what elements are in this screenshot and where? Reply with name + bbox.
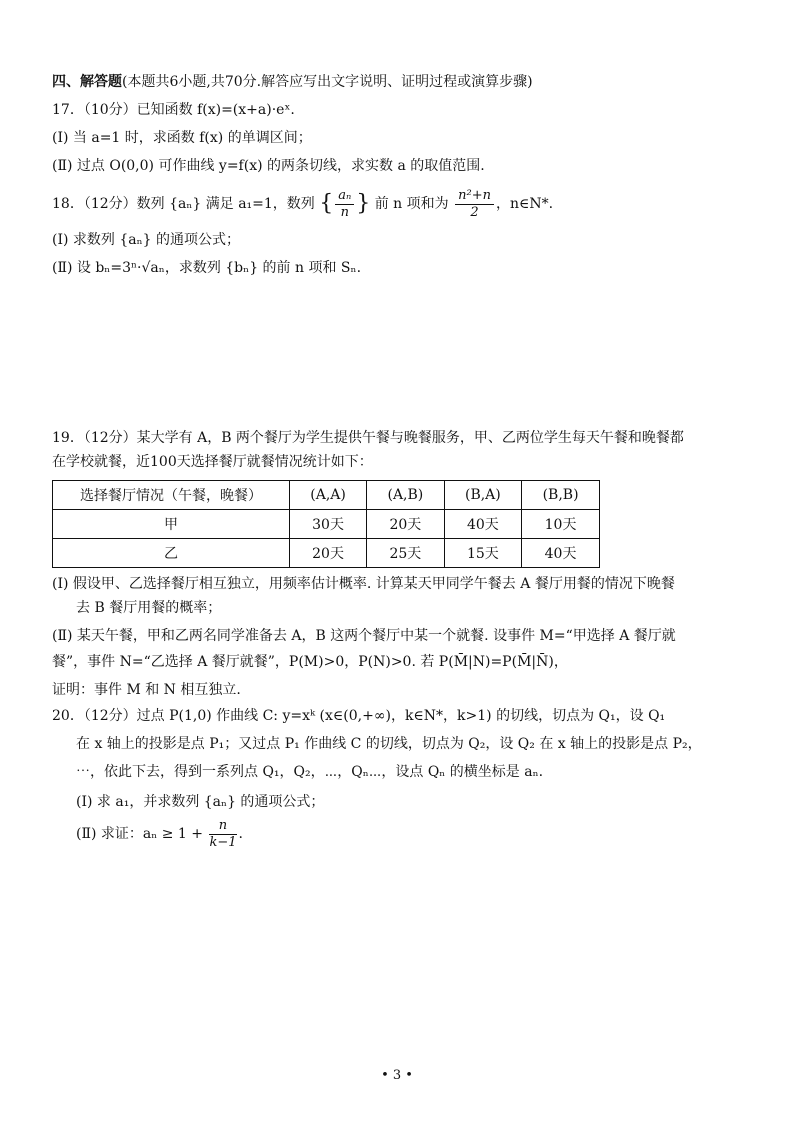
q18-fraction-an-over-n [335, 188, 354, 221]
table-row [53, 510, 600, 539]
section-title: 四、解答题 [52, 74, 122, 90]
frac-numerator: n²+n [455, 188, 494, 205]
table-cell: 30天 [290, 510, 367, 539]
q20-fraction [209, 818, 236, 851]
table-header-cell: 选择餐厅情况（午餐，晚餐） [53, 481, 290, 510]
table-cell: 40天 [522, 539, 600, 568]
frac-numerator: aₙ [335, 188, 354, 205]
frac-denominator: 2 [470, 204, 479, 220]
table-row [53, 539, 600, 568]
q19-part2-line1: (Ⅱ) 某天午餐，甲和乙两名同学准备去 A，B 这两个餐厅中某一个就餐. 设事件 M=“甲选择 A 餐厅就 [52, 628, 676, 644]
section-note: (本题共6小题,共70分.解答应写出文字说明、证明过程或演算步骤) [122, 74, 533, 90]
table-header-cell: (A,B) [367, 481, 445, 510]
q20-part2 [76, 816, 243, 852]
table-cell: 20天 [290, 539, 367, 568]
q18-stem-mid: 前 n 项和为 [374, 196, 449, 212]
page-number: • 3 • [381, 1068, 413, 1083]
table-cell: 25天 [367, 539, 445, 568]
table-cell: 10天 [522, 510, 600, 539]
q18-stem-pre: 18．（12分）数列 {aₙ} 满足 a₁=1，数列 [52, 196, 315, 212]
q19-stem-line2: 在学校就餐，近100天选择餐厅就餐情况统计如下： [52, 454, 373, 470]
table-cell: 40天 [444, 510, 522, 539]
q20-stem-line3: ⋯，依此下去，得到一系列点 Q₁，Q₂，⋯，Qₙ⋯，设点 Qₙ 的横坐标是 aₙ. [76, 764, 544, 780]
table-cell: 甲 [53, 510, 290, 539]
q18-stem-post: ，n∈N*. [495, 196, 554, 212]
table-cell: 乙 [53, 539, 290, 568]
q18-stem [52, 186, 553, 222]
q19-part1-line2: 去 B 餐厅用餐的概率； [76, 600, 222, 616]
q18-part1: (Ⅰ) 求数列 {aₙ} 的通项公式； [52, 232, 241, 248]
q18-part2: (Ⅱ) 设 bₙ=3ⁿ·√aₙ，求数列 {bₙ} 的前 n 项和 Sₙ. [52, 260, 362, 276]
q20-stem-line2: 在 x 轴上的投影是点 P₁；又过点 P₁ 作曲线 C 的切线，切点为 Q₂，设 Q₂ 在 x 轴上的投影是点 P₂， [76, 736, 702, 752]
table-header-cell: (B,A) [444, 481, 522, 510]
q17-stem: 17．（10分）已知函数 f(x)=(x+a)·eˣ. [52, 102, 295, 118]
table-header-row [53, 481, 600, 510]
table-cell: 15天 [444, 539, 522, 568]
q19-stem-line1: 19．（12分）某大学有 A，B 两个餐厅为学生提供午餐与晚餐服务，甲、乙两位学生每天午餐和晚餐都 [52, 430, 684, 446]
q20-part2-pre: (Ⅱ) 求证：aₙ ≥ 1 + [76, 826, 204, 842]
q18-fraction-sum [455, 188, 494, 221]
brace-left: { [319, 191, 334, 216]
q19-part2-line3: 证明：事件 M 和 N 相互独立. [52, 682, 241, 698]
section-header [52, 72, 533, 92]
q19-part2-line2: 餐”，事件 N=“乙选择 A 餐厅就餐”，P(M)>0，P(N)>0. 若 P(M̄|N)=P(M̄|N̄)， [52, 654, 568, 670]
table-cell: 20天 [367, 510, 445, 539]
dining-statistics-table [52, 480, 600, 568]
frac-denominator: n [340, 204, 349, 220]
q17-part2: (Ⅱ) 过点 O(0,0) 可作曲线 y=f(x) 的两条切线，求实数 a 的取值范围. [52, 158, 485, 174]
q17-part1: (Ⅰ) 当 a=1 时，求函数 f(x) 的单调区间； [52, 130, 312, 146]
table-header-cell: (B,B) [522, 481, 600, 510]
brace-right: } [356, 191, 371, 216]
q19-part1-line1: (Ⅰ) 假设甲、乙选择餐厅相互独立，用频率估计概率. 计算某天甲同学午餐去 A 餐厅用餐的情况下晚餐 [52, 576, 675, 592]
q20-part1: (Ⅰ) 求 a₁，并求数列 {aₙ} 的通项公式； [76, 794, 325, 810]
q20-part2-post: . [238, 826, 243, 842]
q20-stem-line1: 20．（12分）过点 P(1,0) 作曲线 C: y=xᵏ (x∈(0,+∞)，k∈N*，k>1) 的切线，切点为 Q₁，设 Q₁ [52, 708, 666, 724]
table-header-cell: (A,A) [290, 481, 367, 510]
frac-denominator: k−1 [209, 834, 237, 850]
frac-numerator: n [209, 818, 236, 835]
